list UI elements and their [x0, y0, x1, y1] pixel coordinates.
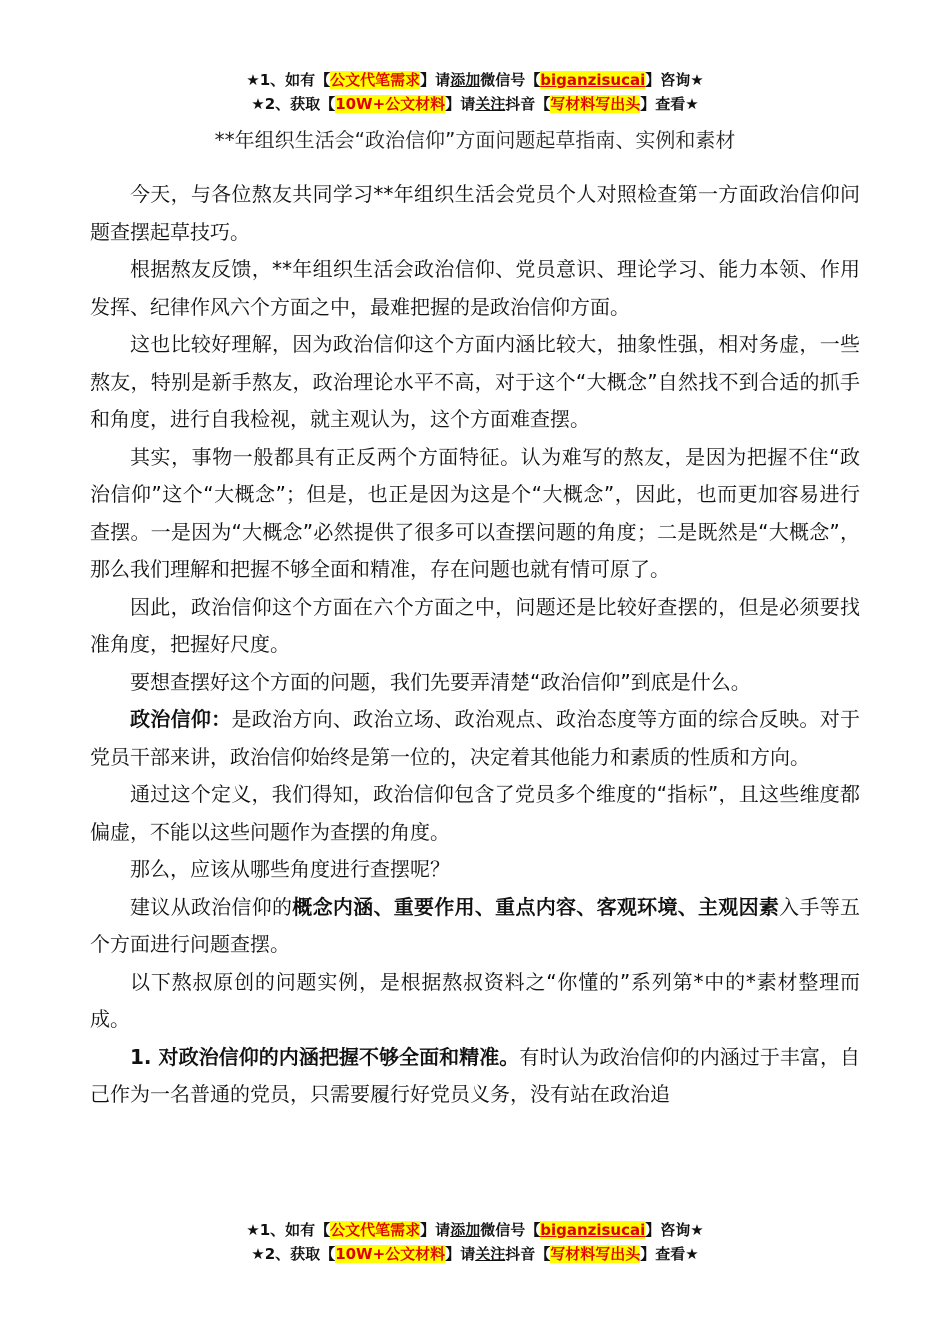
banner-highlight: 10W+公文材料 — [335, 95, 446, 113]
banner-highlight: 公文代笔需求 — [330, 71, 421, 89]
banner-highlight: 10W+公文材料 — [335, 1245, 446, 1263]
definition-term: 政治信仰： — [130, 707, 232, 731]
douyin-highlight: 写材料写出头 — [550, 1245, 641, 1263]
banner-text: 】查看★ — [640, 1245, 699, 1263]
paragraph: 今天，与各位熬友共同学习**年组织生活会党员个人对照检查第一方面政治信仰问题查摆起草技巧。 — [90, 182, 860, 244]
banner-text: ★1、如有【 — [246, 1221, 331, 1239]
paragraph — [90, 889, 860, 964]
banner-text: 微信号【 — [480, 1221, 541, 1239]
paragraph: 要想查摆好这个方面的问题，我们先要弄清楚“政治信仰”到底是什么。 — [130, 669, 751, 694]
paragraph — [90, 1039, 860, 1114]
banner-underlined: 关注 — [475, 95, 506, 113]
paragraph: 因此，政治信仰这个方面在六个方面之中，问题还是比较好查摆的，但是必须要找准角度，把握好尺度。 — [90, 594, 860, 656]
item-text: 有时认为政治信仰的内涵过于丰富，自己作为一名普通的党员，只需要履行好党员义务，没有站在政治追 — [90, 1044, 861, 1106]
paragraph — [90, 701, 860, 776]
banner-line-2 — [0, 92, 950, 116]
banner-line-2 — [0, 1242, 950, 1266]
paragraph: 这也比较好理解，因为政治信仰这个方面内涵比较大，抽象性强，相对务虚，一些熬友，特别是新手熬友，政治理论水平不高，对于这个“大概念”自然找不到合适的抓手和角度，进行自我检视，就主观认为，这个方面难查摆。 — [90, 332, 860, 431]
banner-text: ★1、如有【 — [246, 71, 331, 89]
paragraph: 其实，事物一般都具有正反两个方面特征。认为难写的熬友，是因为把握不住“政治信仰”这个“大概念”；但是，也正是因为这是个“大概念”，因此，也而更加容易进行查摆。一是因为“大概念”必然提供了很多可以查摆问题的角度；二是既然是“大概念”，那么我们理解和把握不够全面和精准，存在问题也就有情可原了。 — [90, 444, 860, 581]
douyin-highlight: 写材料写出头 — [550, 95, 641, 113]
wechat-id-highlight: biganzisucai — [540, 1221, 646, 1239]
paragraph: 根据熬友反馈，**年组织生活会政治信仰、党员意识、理论学习、能力本领、作用发挥、纪律作风六个方面之中，最难把握的是政治信仰方面。 — [90, 257, 860, 319]
banner-underlined: 添加 — [450, 1221, 481, 1239]
banner-text: 抖音【 — [505, 1245, 551, 1263]
footer-banner — [0, 1218, 950, 1266]
banner-text: 】请 — [445, 1245, 476, 1263]
paragraph: 那么，应该从哪些角度进行查摆呢？ — [130, 857, 450, 881]
banner-text: ★2、获取【 — [251, 1245, 336, 1263]
banner-text: 】请 — [420, 1221, 451, 1239]
paragraph: 以下熬叔原创的问题实例，是根据熬叔资料之“你懂的”系列第*中的*素材整理而成。 — [90, 969, 860, 1031]
banner-text: 】咨询★ — [645, 1221, 704, 1239]
banner-text: ★2、获取【 — [251, 95, 336, 113]
banner-text: 】请 — [445, 95, 476, 113]
banner-line-1 — [0, 1218, 950, 1242]
paragraph-text: 建议从政治信仰的 — [130, 894, 293, 919]
paragraph: 通过这个定义，我们得知，政治信仰包含了党员多个维度的“指标”，且这些维度都偏虚，不能以这些问题作为查摆的角度。 — [90, 782, 860, 844]
emphasis-text: 概念内涵、重要作用、重点内容、客观环境、主观因素 — [292, 894, 780, 919]
document-body — [90, 176, 860, 1114]
banner-text: 抖音【 — [505, 95, 551, 113]
document-title: **年组织生活会“政治信仰”方面问题起草指南、实例和素材 — [214, 128, 736, 152]
banner-text: 】咨询★ — [645, 71, 704, 89]
banner-underlined: 关注 — [475, 1245, 506, 1263]
banner-text: 】查看★ — [640, 95, 699, 113]
wechat-id-highlight: biganzisucai — [540, 71, 646, 89]
banner-line-1 — [0, 68, 950, 92]
definition-text: 是政治方向、政治立场、政治观点、政治态度等方面的综合反映。对于党员干部来讲，政治信仰始终是第一位的，决定着其他能力和素质的性质和方向。 — [90, 707, 861, 769]
paragraph-text: 入手等五个方面进行问题查摆。 — [90, 894, 861, 956]
banner-text: 微信号【 — [480, 71, 541, 89]
header-banner — [0, 68, 950, 116]
banner-highlight: 公文代笔需求 — [330, 1221, 421, 1239]
banner-underlined: 添加 — [450, 71, 481, 89]
banner-text: 】请 — [420, 71, 451, 89]
item-heading: 1. 对政治信仰的内涵把握不够全面和精准。 — [130, 1044, 520, 1069]
